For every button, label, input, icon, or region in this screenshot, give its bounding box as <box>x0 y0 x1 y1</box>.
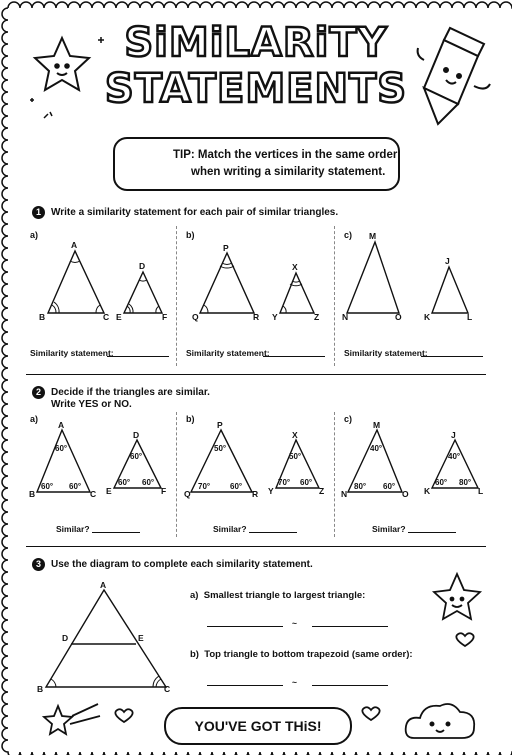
q3-part-a-label: a) <box>190 590 199 601</box>
vertex-label: Z <box>314 312 320 322</box>
vertex-label: B <box>39 312 46 322</box>
similar-symbol: ~ <box>292 618 297 628</box>
angle-label: 60° <box>435 478 448 487</box>
vertex-label: C <box>164 684 171 694</box>
vertex-label: J <box>445 256 450 266</box>
vertex-label: F <box>161 486 167 496</box>
question-number: 1 <box>32 206 45 219</box>
angle-label: 40° <box>370 444 383 453</box>
vertex-label: A <box>71 240 78 250</box>
angle-label: 60° <box>130 452 143 461</box>
similar-label: Similar? <box>213 524 247 534</box>
angle-label: 70° <box>198 482 211 491</box>
vertex-label: K <box>424 312 431 322</box>
vertex-label: P <box>217 420 223 430</box>
vertex-label: X <box>292 430 298 440</box>
angle-label: 60° <box>142 478 155 487</box>
q1-part-a-label: a) <box>30 230 39 240</box>
angle-label: 60° <box>300 478 313 487</box>
vertex-label: M <box>369 231 377 241</box>
q1-part-c-label: c) <box>344 230 353 240</box>
encouragement-banner: YOU'VE GOT THiS! <box>164 707 352 745</box>
vertex-label: L <box>478 486 484 496</box>
title-line-2: STATEMENTS <box>104 66 408 112</box>
q3-part-b-label: b) <box>190 649 199 660</box>
angle-label: 40° <box>448 452 461 461</box>
vertex-label: D <box>62 633 69 643</box>
vertex-label: Y <box>272 312 278 322</box>
vertex-label: D <box>139 261 146 271</box>
q1-part-b-label: b) <box>186 230 195 240</box>
angle-label: 50° <box>214 444 227 453</box>
vertex-label: E <box>138 633 144 643</box>
vertex-label: N <box>342 312 349 322</box>
tip-line-2: when writing a similarity statement. <box>191 166 386 178</box>
vertex-label: D <box>133 430 140 440</box>
vertex-label: O <box>395 312 402 322</box>
vertex-label: Y <box>268 486 274 496</box>
heart-icon <box>115 709 132 722</box>
vertex-label: A <box>58 420 65 430</box>
similarity-statement-label: Similarity statement: <box>344 348 428 358</box>
angle-label: 80° <box>459 478 472 487</box>
vertex-label: C <box>103 312 110 322</box>
vertex-label: E <box>116 312 122 322</box>
vertex-label: E <box>106 486 112 496</box>
vertex-label: B <box>29 489 36 499</box>
happy-star-icon <box>434 574 480 619</box>
vertex-label: N <box>341 489 348 499</box>
title-line-1: SiMiLARiTY <box>124 20 388 66</box>
question-number: 3 <box>32 558 45 571</box>
similarity-statement-label: Similarity statement: <box>186 348 270 358</box>
vertex-label: R <box>252 489 259 499</box>
vertex-label: R <box>253 312 260 322</box>
q2-part-b-label: b) <box>186 414 195 424</box>
vertex-label: B <box>37 684 44 694</box>
cloud-icon <box>406 704 475 738</box>
angle-label: 60° <box>118 478 131 487</box>
angle-label: 50° <box>289 452 302 461</box>
angle-label: 60° <box>69 482 82 491</box>
q3-part-b-text: Top triangle to bottom trapezoid (same order): <box>204 649 413 660</box>
q2-part-c-label: c) <box>344 414 353 424</box>
vertex-label: Q <box>184 489 191 499</box>
heart-icon <box>362 707 379 720</box>
vertex-label: Z <box>319 486 325 496</box>
similarity-statement-label: Similarity statement: <box>30 348 114 358</box>
heart-icon <box>456 633 473 646</box>
angle-label: 80° <box>354 482 367 491</box>
vertex-label: L <box>467 312 473 322</box>
similar-label: Similar? <box>372 524 406 534</box>
question-2-prompt-line-1: Decide if the triangles are similar. <box>51 387 210 399</box>
angle-label: 70° <box>278 478 291 487</box>
vertex-label: K <box>424 486 431 496</box>
angle-label: 60° <box>41 482 54 491</box>
tip-line-1: TIP: Match the vertices in the same order <box>173 149 398 161</box>
vertex-label: Q <box>192 312 199 322</box>
vertex-label: J <box>451 430 456 440</box>
vertex-label: O <box>402 489 409 499</box>
q2-part-a-label: a) <box>30 414 39 424</box>
question-2-prompt-line-2: Write YES or NO. <box>51 399 132 410</box>
question-3-prompt: Use the diagram to complete each similarity statement. <box>51 559 313 571</box>
vertex-label: P <box>223 243 229 253</box>
shooting-star-icon <box>44 704 100 734</box>
angle-label: 60° <box>55 444 68 453</box>
vertex-label: M <box>373 420 381 430</box>
vertex-label: C <box>90 489 97 499</box>
q3-part-a-text: Smallest triangle to largest triangle: <box>203 590 366 601</box>
vertex-label: X <box>292 262 298 272</box>
angle-label: 60° <box>383 482 396 491</box>
question-number: 2 <box>32 386 45 399</box>
similar-symbol: ~ <box>292 677 297 687</box>
question-1-prompt: Write a similarity statement for each pair of similar triangles. <box>51 207 339 219</box>
vertex-label: F <box>162 312 168 322</box>
angle-label: 60° <box>230 482 243 491</box>
similar-label: Similar? <box>56 524 90 534</box>
vertex-label: A <box>100 580 107 590</box>
